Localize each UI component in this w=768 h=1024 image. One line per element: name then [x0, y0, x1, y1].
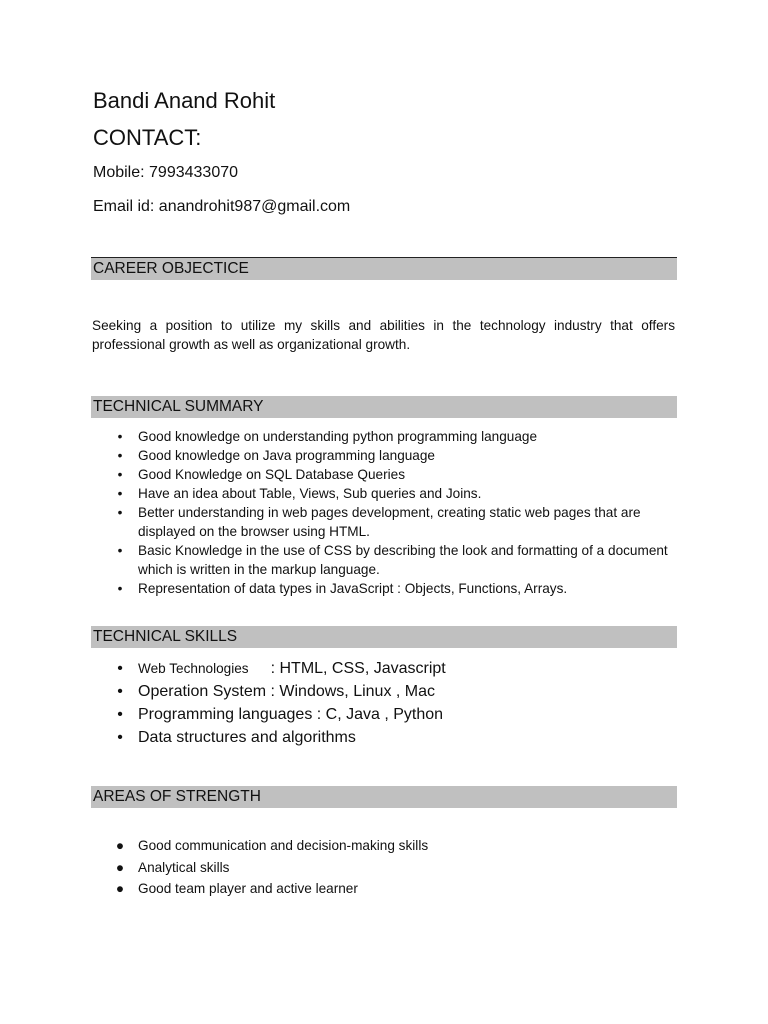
list-item: • Have an idea about Table, Views, Sub queries and Joins.: [114, 484, 684, 503]
list-item: • Representation of data types in JavaScript : Objects, Functions, Arrays.: [114, 579, 684, 598]
bullet-icon: •: [117, 706, 123, 723]
areas-of-strength-heading: AREAS OF STRENGTH: [93, 788, 261, 805]
bullet-icon: •: [117, 486, 123, 501]
list-item: • Operation System : Windows, Linux , Mac: [114, 680, 684, 703]
list-item: • Basic Knowledge in the use of CSS by describing the look and formatting of a document which is written in the markup language.: [114, 541, 684, 579]
career-objective-heading-bar: [91, 258, 677, 280]
list-item: • Programming languages : C, Java , Python: [114, 703, 684, 726]
candidate-name: Bandi Anand Rohit: [93, 88, 276, 113]
web-technologies-label: Web Technologies: [138, 661, 249, 676]
career-objective-text: Seeking a position to utilize my skills and abilities in the technology industry that offers professional growth as well as organizational growth.: [92, 318, 675, 352]
list-item: [114, 657, 684, 680]
web-technologies-value: : HTML, CSS, Javascript: [270, 660, 446, 677]
bullet-icon: ●: [115, 838, 125, 853]
bullet-icon: •: [117, 505, 123, 520]
bullet-icon: •: [117, 448, 123, 463]
areas-of-strength-heading-bar: [91, 786, 677, 808]
email-address: Email id: anandrohit987@gmail.com: [93, 198, 351, 215]
list-item: • Data structures and algorithms: [114, 726, 684, 749]
bullet-icon: •: [117, 429, 123, 444]
career-objective-heading: CAREER OBJECTICE: [93, 260, 249, 277]
technical-skills-heading: TECHNICAL SKILLS: [93, 628, 238, 645]
list-item: • Good knowledge on understanding python programming language: [114, 427, 684, 446]
bullet-icon: •: [117, 683, 123, 700]
bullet-icon: ●: [115, 881, 125, 896]
technical-summary-list: [114, 427, 684, 598]
bullet-icon: ●: [115, 859, 125, 875]
contact-heading: CONTACT:: [93, 125, 202, 150]
areas-of-strength-list: [114, 835, 684, 900]
list-item: • Good Knowledge on SQL Database Queries: [114, 465, 684, 484]
technical-summary-heading: TECHNICAL SUMMARY: [93, 398, 264, 415]
list-item: ● Good team player and active learner: [114, 878, 684, 900]
bullet-icon: •: [117, 660, 123, 677]
bullet-icon: •: [117, 543, 123, 558]
bullet-icon: •: [117, 581, 123, 596]
bullet-icon: •: [117, 729, 123, 746]
technical-summary-heading-bar: [91, 396, 677, 418]
list-item: ● Good communication and decision-making skills: [114, 835, 684, 857]
mobile-number: Mobile: 7993433070: [93, 164, 239, 181]
bullet-icon: •: [117, 467, 123, 482]
list-item: • Better understanding in web pages development, creating static web pages that are displayed on the browser using HTML.: [114, 503, 684, 541]
list-item: • Good knowledge on Java programming language: [114, 446, 684, 465]
list-item: ● Analytical skills: [114, 857, 684, 879]
technical-skills-heading-bar: [91, 626, 677, 648]
technical-skills-list: [114, 657, 684, 749]
